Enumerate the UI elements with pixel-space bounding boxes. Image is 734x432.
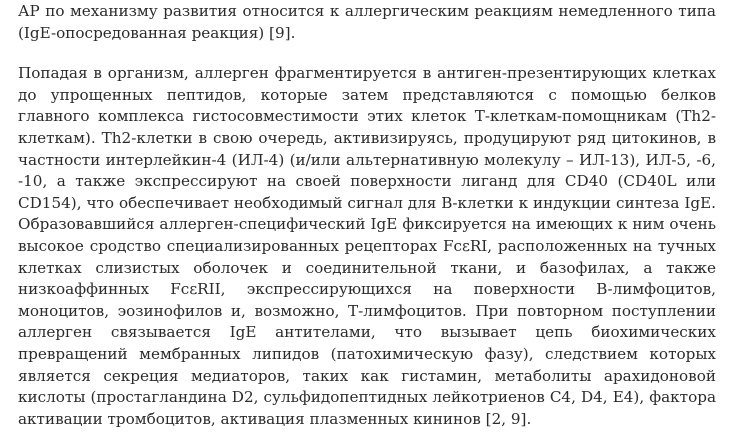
paragraph-1: АР по механизму развития относится к аллергическим реакциям немедленного типа (IgE-опосредованная реакция) [9]. <box>18 2 716 42</box>
paragraph-2: Попадая в организм, аллерген фрагментируется в антиген-презентирующих клетках до упрощенных пептидов, которые затем представляются с помощью белков главного комплекса гистосовместимости этих клеток Т-клеткам-помощникам (Th2-клеткам). Th2-клетки в свою очередь, активизируясь, продуцируют ряд цитокинов, в частности интерлейкин-4 (ИЛ-4) (и/или альтернативную молекулу – ИЛ-13), ИЛ-5, -6, -10, а также экспрессируют на своей поверхности лиганд для CD40 (CD40L или CD154), что обеспечивает необходимый сигнал для В-клетки к индукции синтеза IgE. Образовавшийся аллерген-специфический IgE фиксируется на имеющих к ним очень высокое сродство специализированных рецепторах FcεRI, расположенных на тучных клетках слизистых оболочек и соединительной ткани, и базофилах, а также низкоаффинных FcεRII, экспрессирующихся на поверхности В-лимфоцитов, моноцитов, эозинофилов и, возможно, Т-лимфоцитов. При повторном поступлении аллерген связывается IgE антителами, что вызывает цепь биохимических превращений мембранных липидов (патохимическую фазу), следствием которых является секреция медиаторов, таких как гистамин, метаболиты арахидоновой кислоты (простагландина D2, сульфидопептидных лейкотриенов С4, D4, Е4), фактора активации тромбоцитов, активация плазменных кининов [2, 9]. <box>18 64 716 428</box>
document-page <box>18 0 716 430</box>
